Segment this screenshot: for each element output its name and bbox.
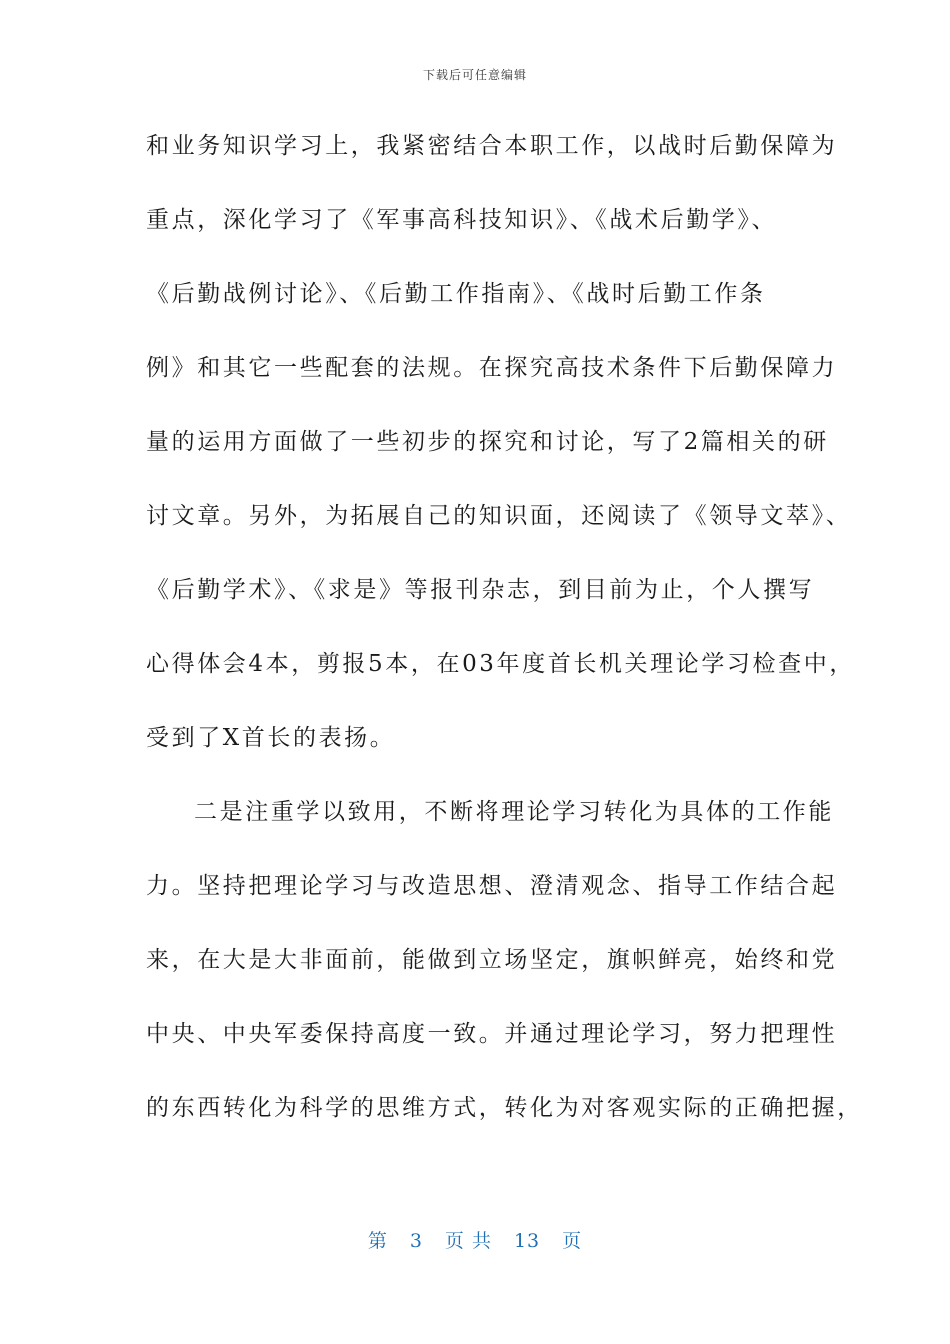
text-line-4: 例》和其它一些配套的法规。在探究高技术条件下后勤保障力 — [146, 355, 838, 381]
text-line-3: 《后勤战例讨论》、《后勤工作指南》、《战时后勤工作条 — [146, 281, 766, 307]
footer-middle: 页 共 — [444, 1230, 492, 1252]
text-line-11: 力。坚持把理论学习与改造思想、澄清观念、指导工作结合起 — [146, 873, 838, 899]
footer-prefix: 第 — [367, 1230, 388, 1252]
text-line-6: 讨文章。另外，为拓展自己的知识面，还阅读了《领导文萃》、 — [146, 503, 852, 529]
text-line-9: 受到了X首长的表扬。 — [146, 725, 396, 751]
text-line-12: 来，在大是大非面前，能做到立场坚定，旗帜鲜亮，始终和党 — [146, 947, 838, 973]
text-line-14: 的东西转化为科学的思维方式，转化为对客观实际的正确把握， — [146, 1095, 863, 1121]
page-header-note: 下载后可任意编辑 — [422, 68, 527, 82]
text-line-2: 重点，深化学习了《军事高科技知识》、《战术后勤学》、 — [146, 207, 778, 233]
document-body — [146, 120, 863, 1156]
paragraph-start-line: 二是注重学以致用，不断将理论学习转化为具体的工作能 — [194, 799, 834, 825]
text-line-8: 心得体会4本，剪报5本，在03年度首长机关理论学习检查中， — [146, 651, 855, 677]
footer-total-pages: 13 — [513, 1230, 541, 1252]
page-footer — [0, 1226, 950, 1253]
text-line-5: 量的运用方面做了一些初步的探究和讨论，写了2篇相关的研 — [146, 429, 829, 455]
text-line-7: 《后勤学术》、《求是》等报刊杂志，到目前为止，个人撰写 — [146, 577, 815, 603]
footer-suffix: 页 — [562, 1230, 583, 1252]
text-line-13: 中央、中央军委保持高度一致。并通过理论学习，努力把理性 — [146, 1021, 838, 1047]
footer-current-page: 3 — [409, 1230, 423, 1252]
text-line-1: 和业务知识学习上，我紧密结合本职工作，以战时后勤保障为 — [146, 133, 838, 159]
